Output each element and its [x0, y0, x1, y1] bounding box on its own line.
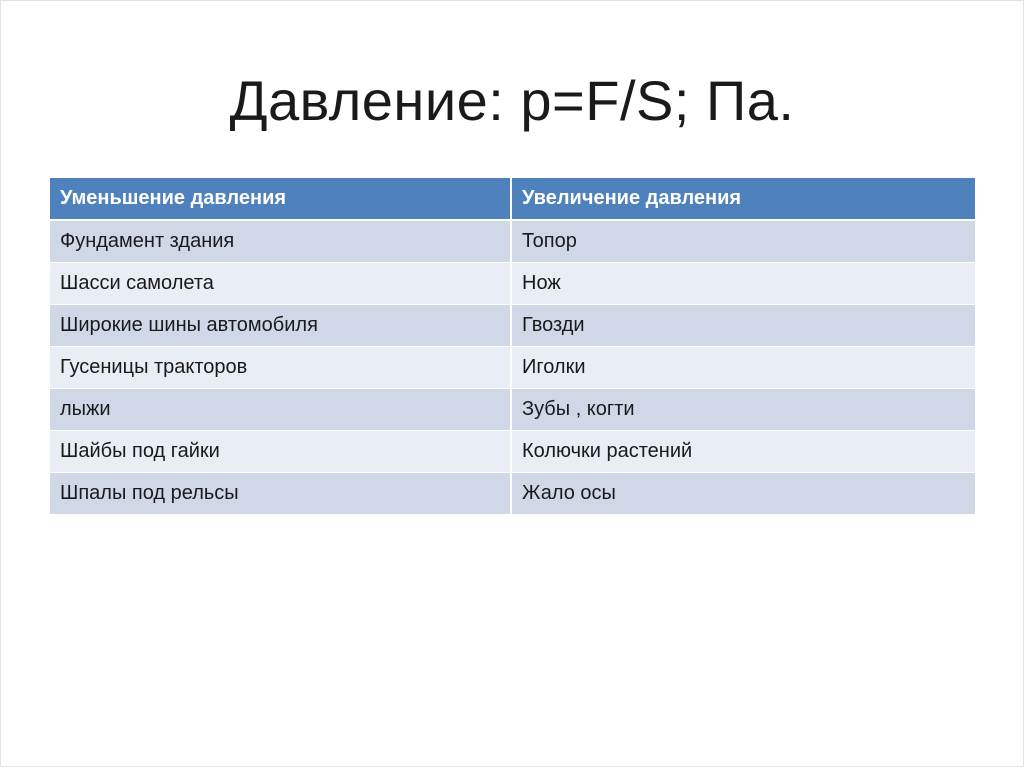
table-row — [50, 389, 975, 431]
table-header-row — [50, 178, 975, 220]
cell-increase: Зубы , когти — [511, 389, 975, 431]
cell-decrease: Широкие шины автомобиля — [50, 305, 511, 347]
cell-decrease: Гусеницы тракторов — [50, 347, 511, 389]
cell-decrease: Шпалы под рельсы — [50, 473, 511, 515]
table-row — [50, 347, 975, 389]
cell-increase: Топор — [511, 220, 975, 263]
table-row — [50, 431, 975, 473]
cell-increase: Иголки — [511, 347, 975, 389]
slide-title: Давление: p=F/S; Па. — [229, 69, 795, 132]
cell-decrease: лыжи — [50, 389, 511, 431]
cell-increase: Нож — [511, 263, 975, 305]
cell-increase: Жало осы — [511, 473, 975, 515]
header-decrease-pressure: Уменьшение давления — [50, 178, 511, 220]
cell-increase: Гвозди — [511, 305, 975, 347]
table-row — [50, 220, 975, 263]
cell-decrease: Шасси самолета — [50, 263, 511, 305]
table-row — [50, 473, 975, 515]
table-row — [50, 263, 975, 305]
cell-decrease: Шайбы под гайки — [50, 431, 511, 473]
pressure-table — [50, 178, 975, 515]
cell-decrease: Фундамент здания — [50, 220, 511, 263]
cell-increase: Колючки растений — [511, 431, 975, 473]
header-increase-pressure: Увеличение давления — [511, 178, 975, 220]
table-row — [50, 305, 975, 347]
